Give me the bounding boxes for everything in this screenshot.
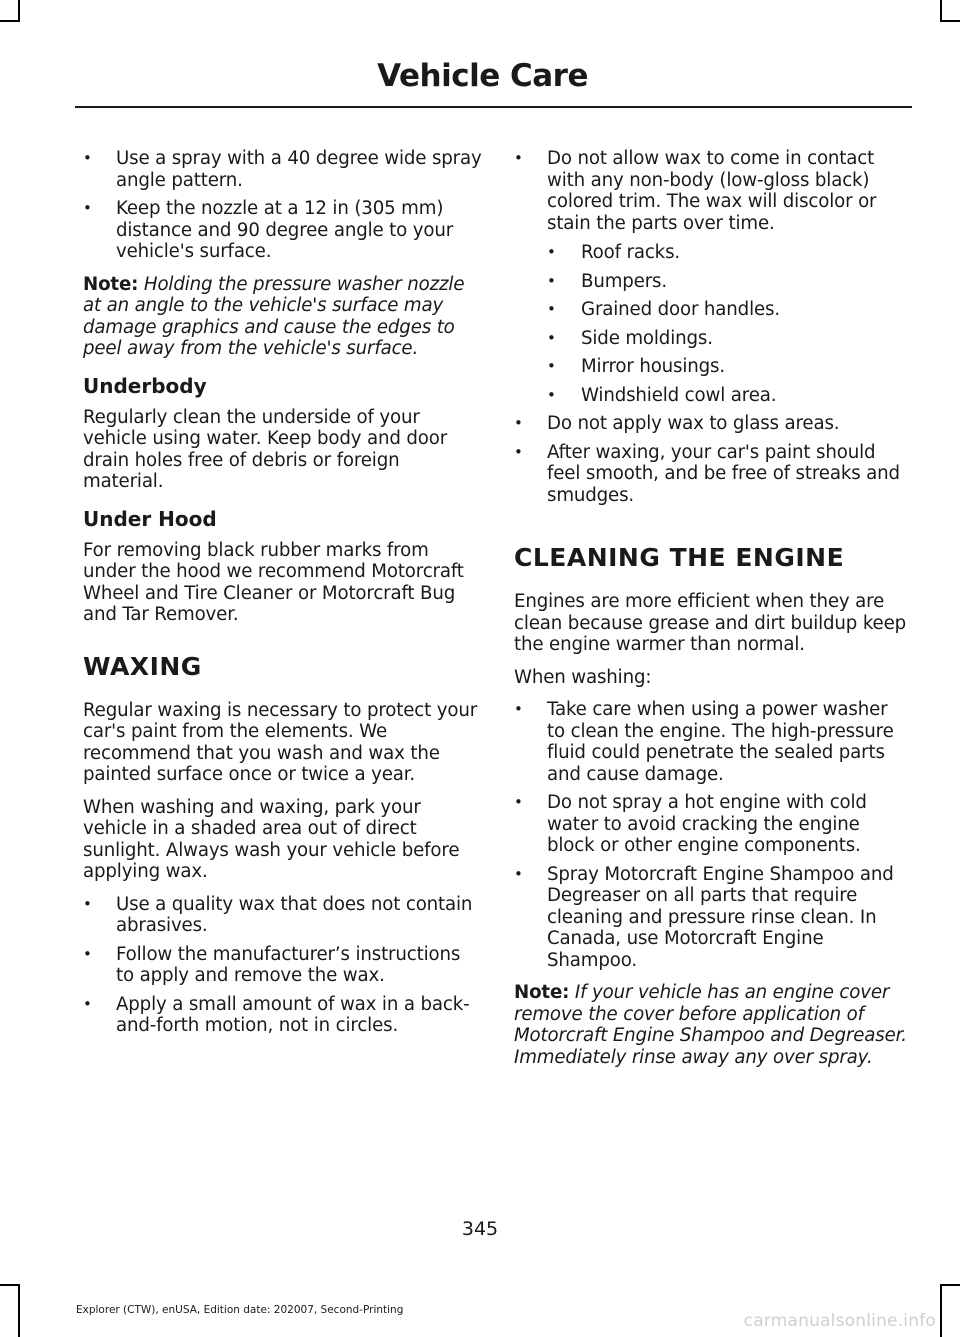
header-rule [75,106,912,108]
sub-list-item: • Roof racks. [547,242,908,264]
right-column [514,148,908,1079]
footer: Explorer (CTW), enUSA, Edition date: 202007, Second-Printing [76,1304,404,1316]
paragraph: Regular waxing is necessary to protect your car's paint from the elements. We recommend that you wash and wax the painted surface once or twice a year. [83,699,478,785]
list-item: • Do not spray a hot engine with cold water to avoid cracking the engine block or other engine components. [514,792,908,857]
list-item: • After waxing, your car's paint should feel smooth, and be free of streaks and smudges. [514,442,908,507]
paragraph: Engines are more efficient when they are clean because grease and dirt buildup keep the engine warmer than normal. [514,591,907,655]
note-text: If your vehicle has an engine cover remove the cover before application of Motorcraft Engine Shampoo and Degreaser. Immediately rinse away any over spray. [514,982,907,1068]
sub-list-item: • Grained door handles. [547,299,908,321]
chapter-heading: CLEANING THE ENGINE [514,543,845,572]
list-item: • Keep the nozzle at a 12 in (305 mm) distance and 90 degree angle to your vehicle's surface. [83,198,483,263]
note-label: Note: [514,982,570,1003]
bullet-list [83,894,483,1037]
crop-mark [940,1284,960,1286]
list-item [514,148,908,406]
list-item: • Use a spray with a 40 degree wide spray angle pattern. [83,148,483,191]
page-number: 345 [461,1218,499,1240]
list-item-text: Do not allow wax to come in contact with any non-body (low-gloss black) colored trim. The wax will discolor or stain the parts over time. [547,148,877,234]
paragraph: For removing black rubber marks from under the hood we recommend Motorcraft Wheel and Tire Cleaner or Motorcraft Bug and Tar Remover. [83,539,464,625]
page-title: Vehicle Care [377,58,588,94]
chapter-heading: WAXING [83,651,202,681]
crop-mark [18,0,20,22]
sub-list-item: • Windshield cowl area. [547,385,908,407]
crop-mark [940,0,942,22]
crop-mark [940,1284,942,1337]
sub-list-item: • Mirror housings. [547,356,908,378]
note-label: Note: [83,273,139,295]
list-item: • Spray Motorcraft Engine Shampoo and Degreaser on all parts that require cleaning and pressure rinse clean. In Canada, use Motorcraft Engine Shampoo. [514,864,908,972]
note-text: Holding the pressure washer nozzle at an angle to the vehicle's surface may damage graphics and cause the edges to peel away from the vehicle's surface. [83,273,465,359]
bullet-list [514,148,908,506]
crop-mark [940,20,960,22]
section-heading: Under Hood [83,506,217,531]
left-column [83,148,483,1048]
sub-bullet-list [547,242,908,406]
sub-list-item: • Side moldings. [547,328,908,350]
paragraph: Regularly clean the underside of your vehicle using water. Keep body and door drain holes free of debris or foreign material. [83,406,448,492]
sub-list-item: • Bumpers. [547,271,908,293]
section-heading: Underbody [83,373,207,398]
crop-mark [18,1284,20,1337]
list-item: • Apply a small amount of wax in a back-and-forth motion, not in circles. [83,994,483,1037]
bullet-list [514,699,908,971]
bullet-list [83,148,483,263]
crop-mark [0,20,20,22]
crop-mark [0,1284,20,1286]
paragraph: When washing and waxing, park your vehicle in a shaded area out of direct sunlight. Always wash your vehicle before applying wax. [83,796,460,882]
list-item: • Do not apply wax to glass areas. [514,413,908,435]
note [514,982,908,1068]
note [83,274,483,360]
watermark: carmanualsonline.info [743,1311,936,1331]
list-item: • Take care when using a power washer to clean the engine. The high-pressure fluid could penetrate the sealed parts and cause damage. [514,699,908,785]
list-item: • Follow the manufacturer’s instructions to apply and remove the wax. [83,944,483,987]
paragraph: When washing: [514,666,652,688]
list-item: • Use a quality wax that does not contain abrasives. [83,894,483,937]
